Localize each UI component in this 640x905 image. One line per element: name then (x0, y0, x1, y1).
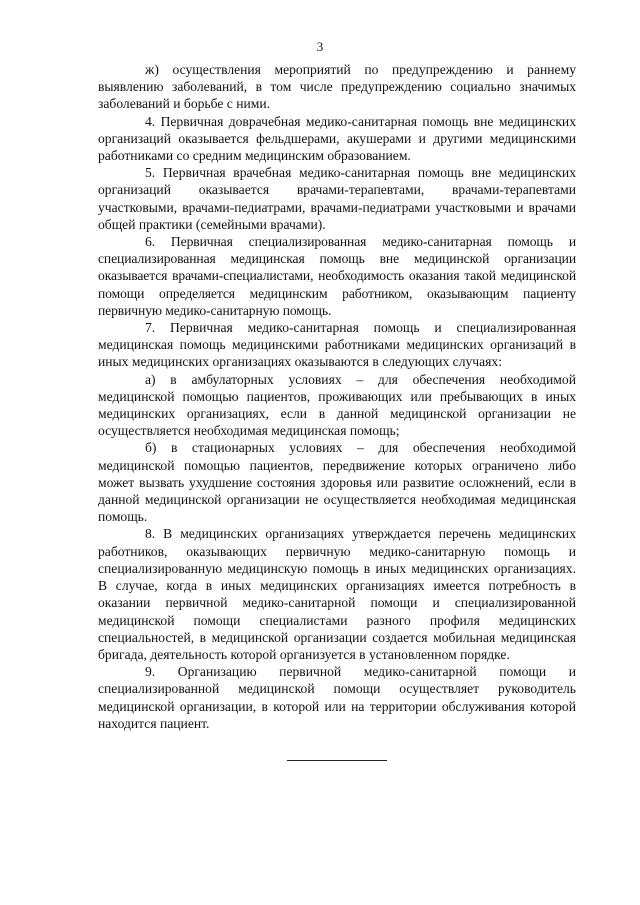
paragraph-zh: ж) осуществления мероприятий по предупреждению и раннему выявлению заболеваний, в том числе предупреждению социально значимых заболеваний и борьбе с ними. (98, 62, 576, 112)
page-number: 3 (316, 39, 324, 54)
document-body (98, 61, 576, 732)
paragraph-7a: а) в амбулаторных условиях – для обеспечения необходимой медицинской помощью пациентов, проживающих или пребывающих в иных медицинских организациях, если в данной медицинской организации не осуществляется необходимая медицинская помощь; (98, 371, 576, 439)
paragraph-9: 9. Организацию первичной медико-санитарной помощи и специализированной медицинской помощи осуществляет руководитель медицинской организации, в которой или на территории обслуживания которой находится пациент. (98, 664, 576, 731)
paragraph-7: 7. Первичная медико-санитарная помощь и специализированная медицинская помощь медицинскими работниками медицинских организаций в иных медицинских организациях оказываются в следующих случаях: (98, 320, 576, 370)
paragraph-4: 4. Первичная доврачебная медико-санитарная помощь вне медицинских организаций оказывается фельдшерами, акушерами и другими медицинскими работниками со средним медицинским образованием. (98, 113, 576, 164)
paragraph-7b: б) в стационарных условиях – для обеспечения необходимой медицинской помощью пациентов, передвижение которых ограничено либо может вызвать ухудшение состояния здоровья или развитие осложнений, если в данной медицинской организации не осуществляется необходимая медицинская помощь. (98, 440, 576, 525)
paragraph-8: 8. В медицинских организациях утверждается перечень медицинских работников, оказывающих первичную медико-санитарную помощь и специализированную медицинскую помощь в иных медицинских организациях. В случае, когда в иных медицинских организациях имеется потребность в оказании первичной медико-санитарной помощи и специализированной медицинской помощи специалистами разного профиля медицинских специальностей, в медицинской организации создается мобильная медицинская бригада, деятельность которой организуется в установленном порядке. (98, 526, 576, 662)
paragraph-6: 6. Первичная специализированная медико-санитарная помощь и специализированная медицинская помощь вне медицинской организации оказывается врачами-специалистами, необходимость оказания такой медицинской помощи определяется медицинским работником, оказывающим пациенту первичную медико-санитарную помощь. (98, 234, 576, 318)
paragraph-5: 5. Первичная врачебная медико-санитарная помощь вне медицинских организаций оказывается врачами-терапевтами, врачами-терапевтами участковыми, врачами-педиатрами, врачами-педиатрами участковыми и врачами общей практики (семейными врачами). (98, 165, 576, 232)
closing-divider (287, 760, 387, 761)
